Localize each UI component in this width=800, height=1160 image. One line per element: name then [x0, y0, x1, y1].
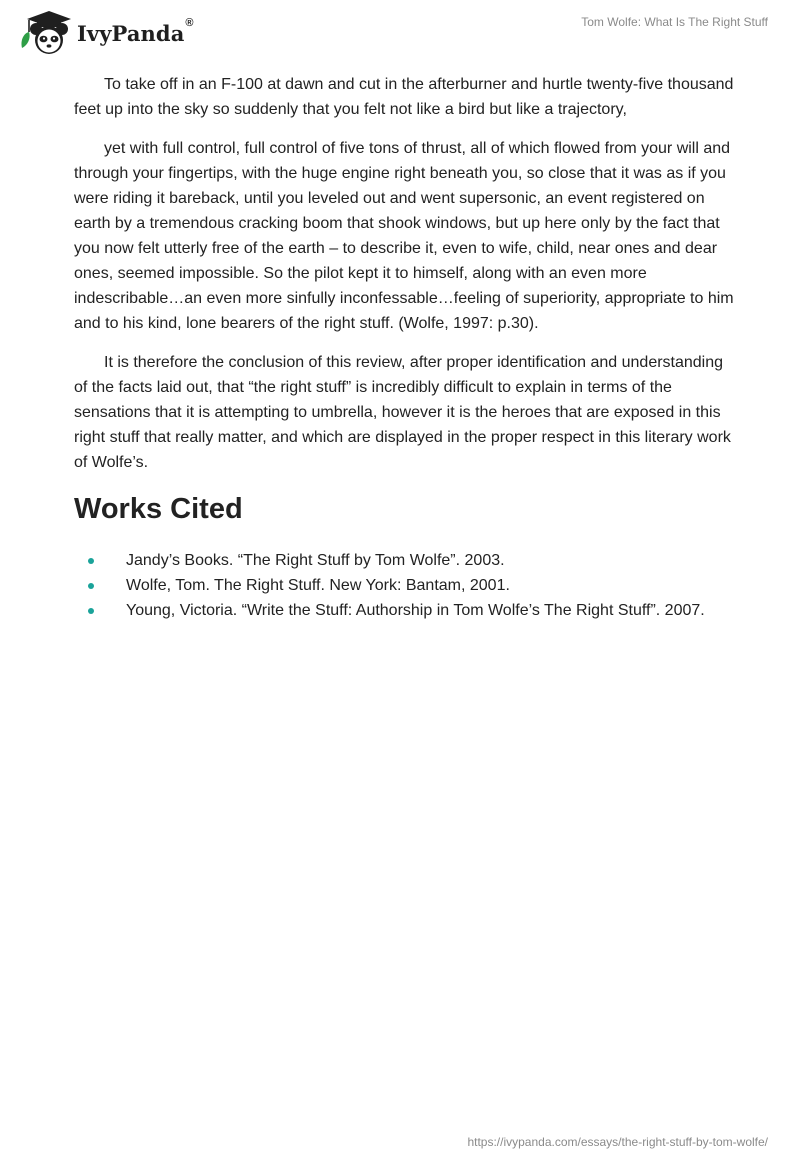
bullet-dot-icon	[88, 608, 94, 614]
body-paragraph-1: To take off in an F-100 at dawn and cut in the afterburner and hurtle twenty-five thousand feet up into the sky so suddenly that you felt not like a bird but like a trajectory,	[74, 76, 734, 118]
works-cited-heading: Works Cited	[74, 493, 243, 525]
page-header-title: Tom Wolfe: What Is The Right Stuff	[581, 15, 768, 29]
source-url-link[interactable]: https://ivypanda.com/essays/the-right-stuff-by-tom-wolfe/	[467, 1135, 768, 1149]
works-cited-list	[74, 548, 734, 623]
ivypanda-logo[interactable]	[16, 8, 194, 58]
list-item	[74, 598, 734, 623]
list-item	[74, 573, 734, 598]
bullet-dot-icon	[88, 558, 94, 564]
registered-mark: ®	[185, 16, 194, 29]
brand-name: IvyPanda®	[77, 16, 194, 46]
bullet-dot-icon	[88, 583, 94, 589]
essay-content	[74, 72, 734, 623]
citation-text: Jandy’s Books. “The Right Stuff by Tom Wolfe”. 2003.	[126, 552, 505, 569]
citation-text: Young, Victoria. “Write the Stuff: Authorship in Tom Wolfe’s The Right Stuff”. 2007.	[126, 602, 705, 619]
list-item	[74, 548, 734, 573]
body-paragraph-2: yet with full control, full control of five tons of thrust, all of which flowed from your will and through your fingertips, with the huge engine right beneath you, so close that it was as if you were riding it bareback, until you leveled out and went supersonic, an event registered on earth by a tremendous cracking boom that shook windows, but up here only by the fact that you now felt utterly free of the earth – to describe it, even to wife, child, near ones and dear ones, seemed impossible. So the pilot kept it to himself, along with an even more indescribable…an even more sinfully inconfessable…feeling of superiority, appropriate to him and to his kind, lone bearers of the right stuff. (Wolfe, 1997: p.30).	[74, 140, 734, 332]
body-paragraph-3: It is therefore the conclusion of this review, after proper identification and understanding of the facts laid out, that “the right stuff” is incredibly difficult to explain in terms of the sensations that it is attempting to umbrella, however it is the heroes that are exposed in this right stuff that really matter, and which are displayed in the proper respect in this literary work of Wolfe’s.	[74, 354, 731, 471]
panda-graduation-cap-icon	[16, 8, 74, 58]
citation-text: Wolfe, Tom. The Right Stuff. New York: Bantam, 2001.	[126, 577, 510, 594]
